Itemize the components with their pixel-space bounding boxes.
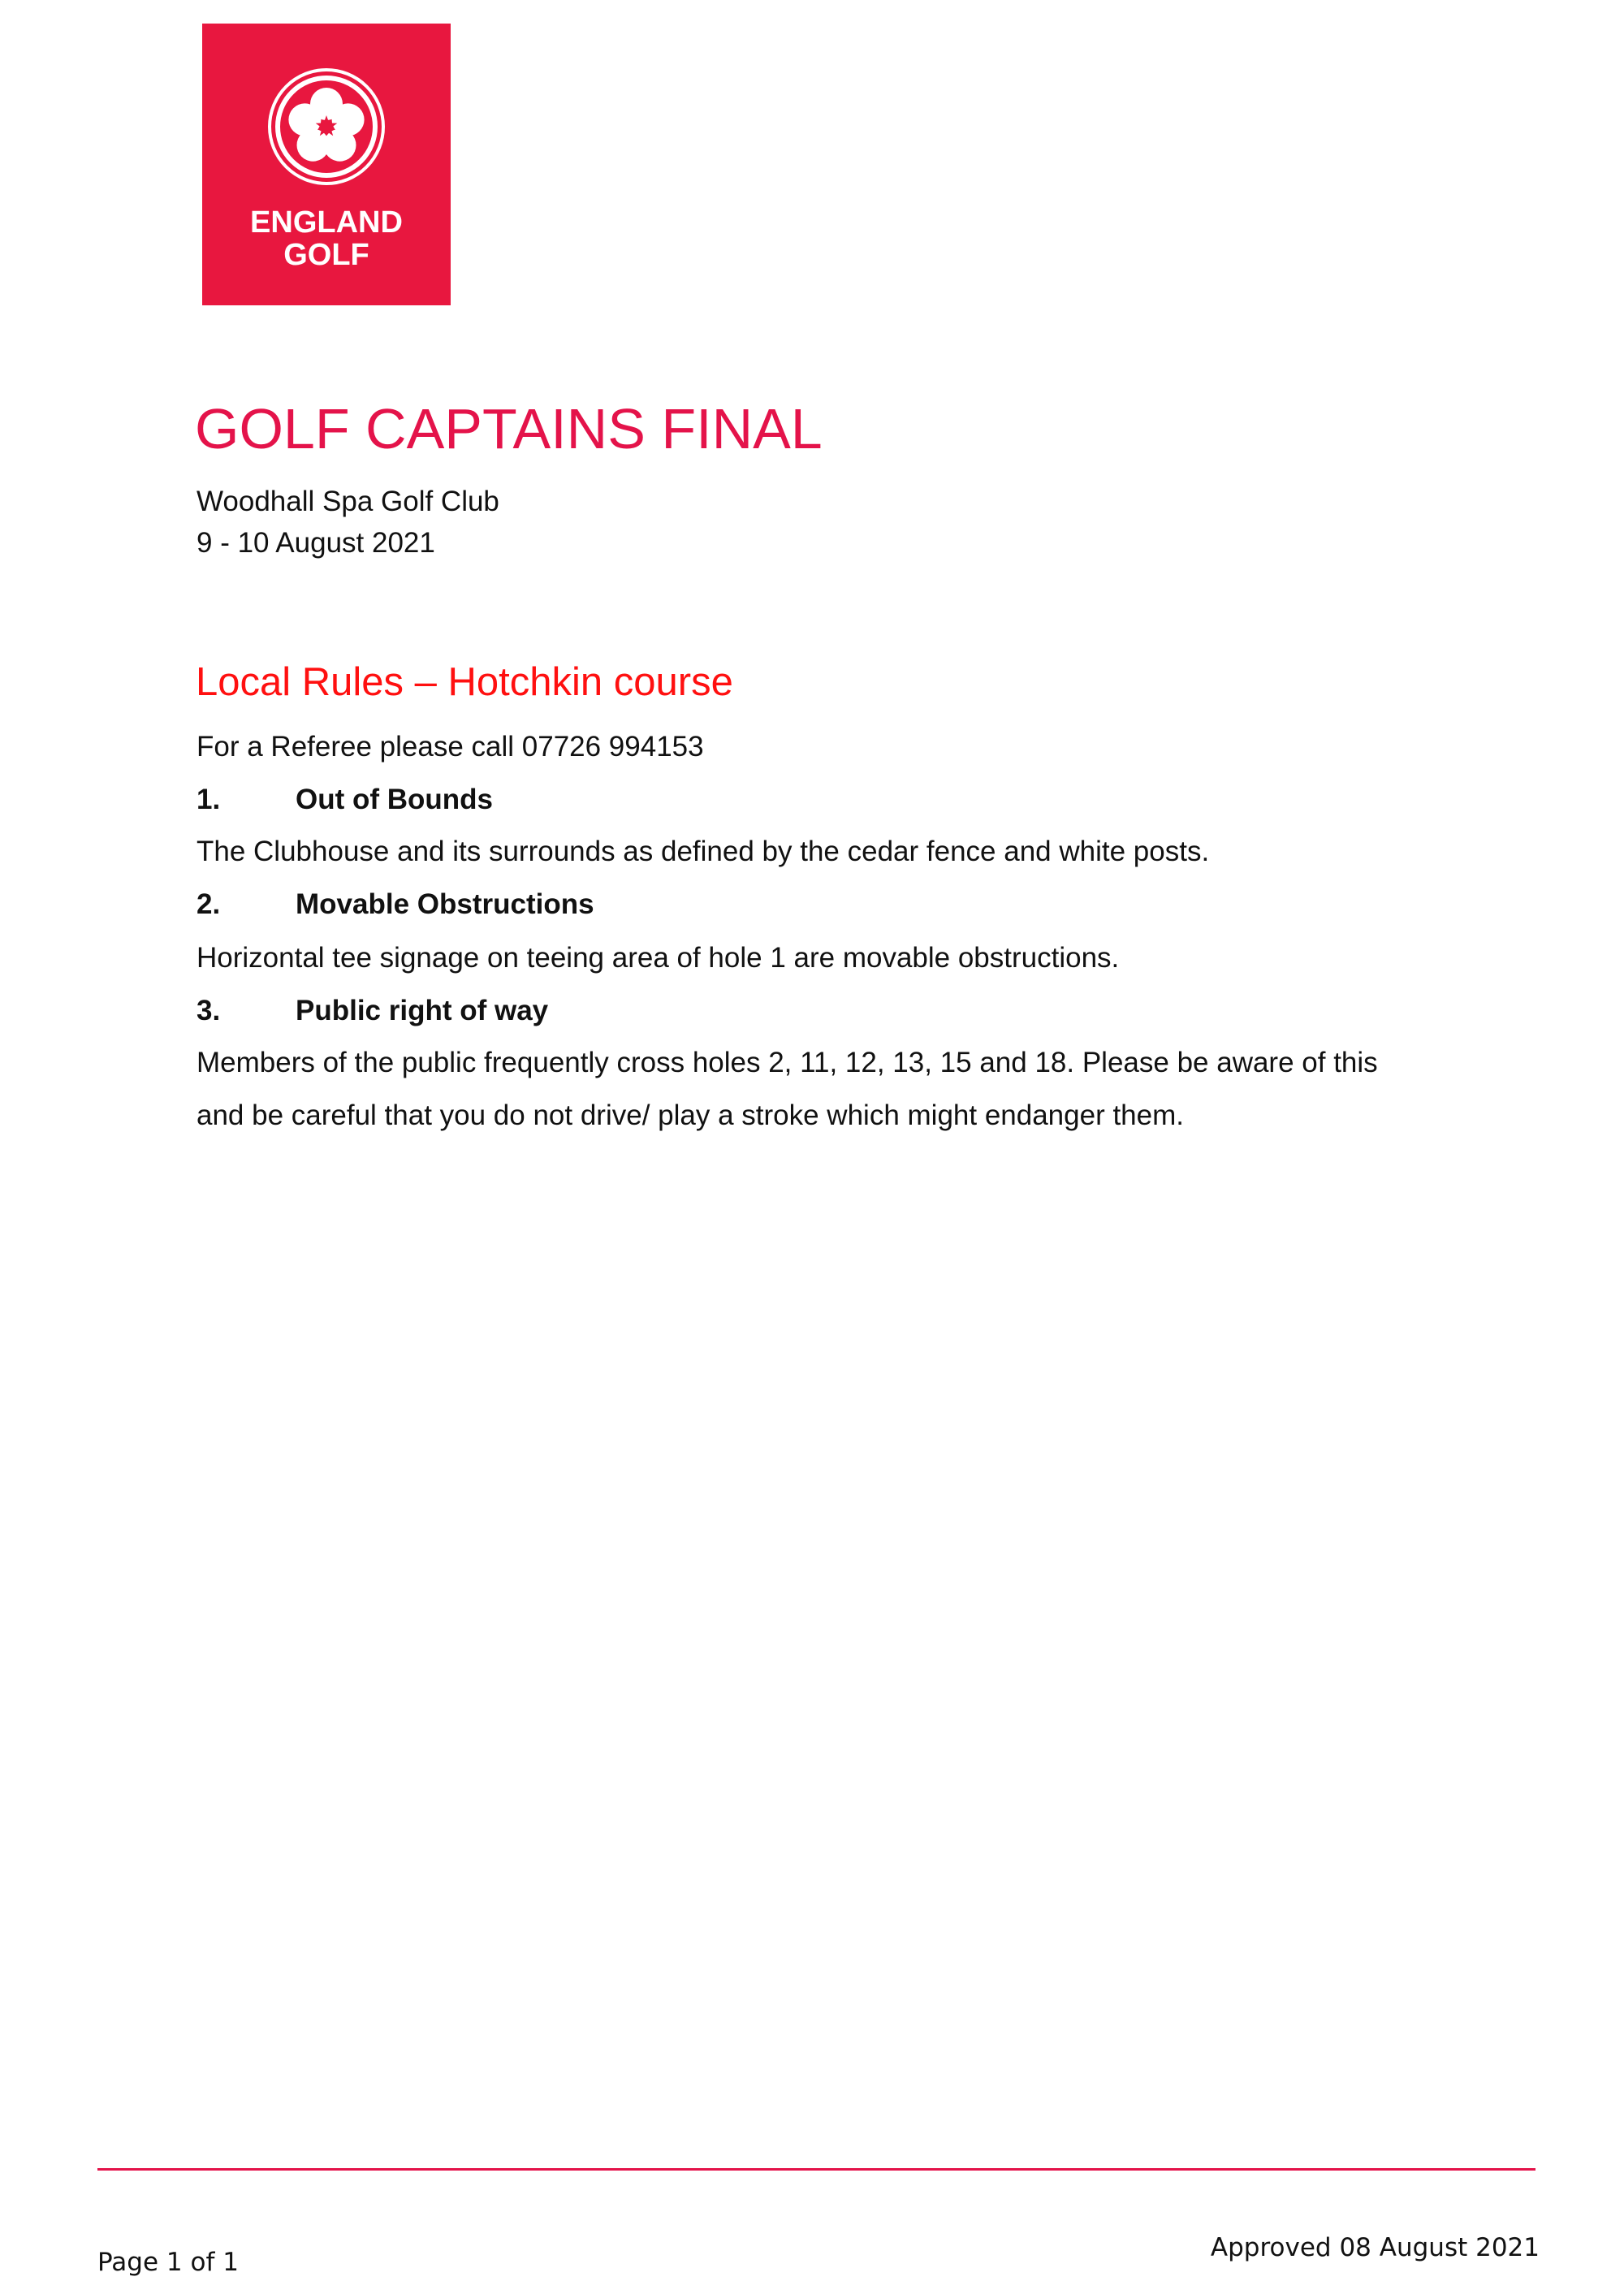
rose-emblem-icon bbox=[266, 67, 387, 187]
venue: Woodhall Spa Golf Club bbox=[197, 486, 499, 517]
logo-text-golf: GOLF bbox=[283, 238, 369, 272]
england-golf-logo bbox=[202, 24, 451, 305]
rule-text: and be careful that you do not drive/ play a stroke which might endanger them. bbox=[197, 1099, 1184, 1131]
section-heading: Local Rules – Hotchkin course bbox=[196, 660, 733, 704]
rule-number: 1. bbox=[197, 784, 221, 815]
rule-number: 2. bbox=[197, 888, 221, 920]
footer-divider bbox=[97, 2168, 1535, 2171]
rule-number: 3. bbox=[197, 995, 221, 1026]
rule-text: Members of the public frequently cross holes 2, 11, 12, 13, 15 and 18. Please be aware of this bbox=[197, 1047, 1378, 1078]
page-number: Page 1 of 1 bbox=[97, 2248, 239, 2277]
referee-contact: For a Referee please call 07726 994153 bbox=[197, 731, 704, 763]
logo-text-england: ENGLAND bbox=[250, 205, 403, 240]
rule-title: Movable Obstructions bbox=[296, 888, 594, 920]
event-dates: 9 - 10 August 2021 bbox=[197, 527, 435, 559]
rule-text: The Clubhouse and its surrounds as defined by the cedar fence and white posts. bbox=[197, 836, 1210, 867]
rule-title: Out of Bounds bbox=[296, 784, 494, 815]
approved-date: Approved 08 August 2021 bbox=[1210, 2233, 1540, 2262]
rule-text: Horizontal tee signage on teeing area of hole 1 are movable obstructions. bbox=[197, 942, 1120, 974]
rule-title: Public right of way bbox=[296, 995, 549, 1026]
page-title: GOLF CAPTAINS FINAL bbox=[195, 397, 823, 460]
